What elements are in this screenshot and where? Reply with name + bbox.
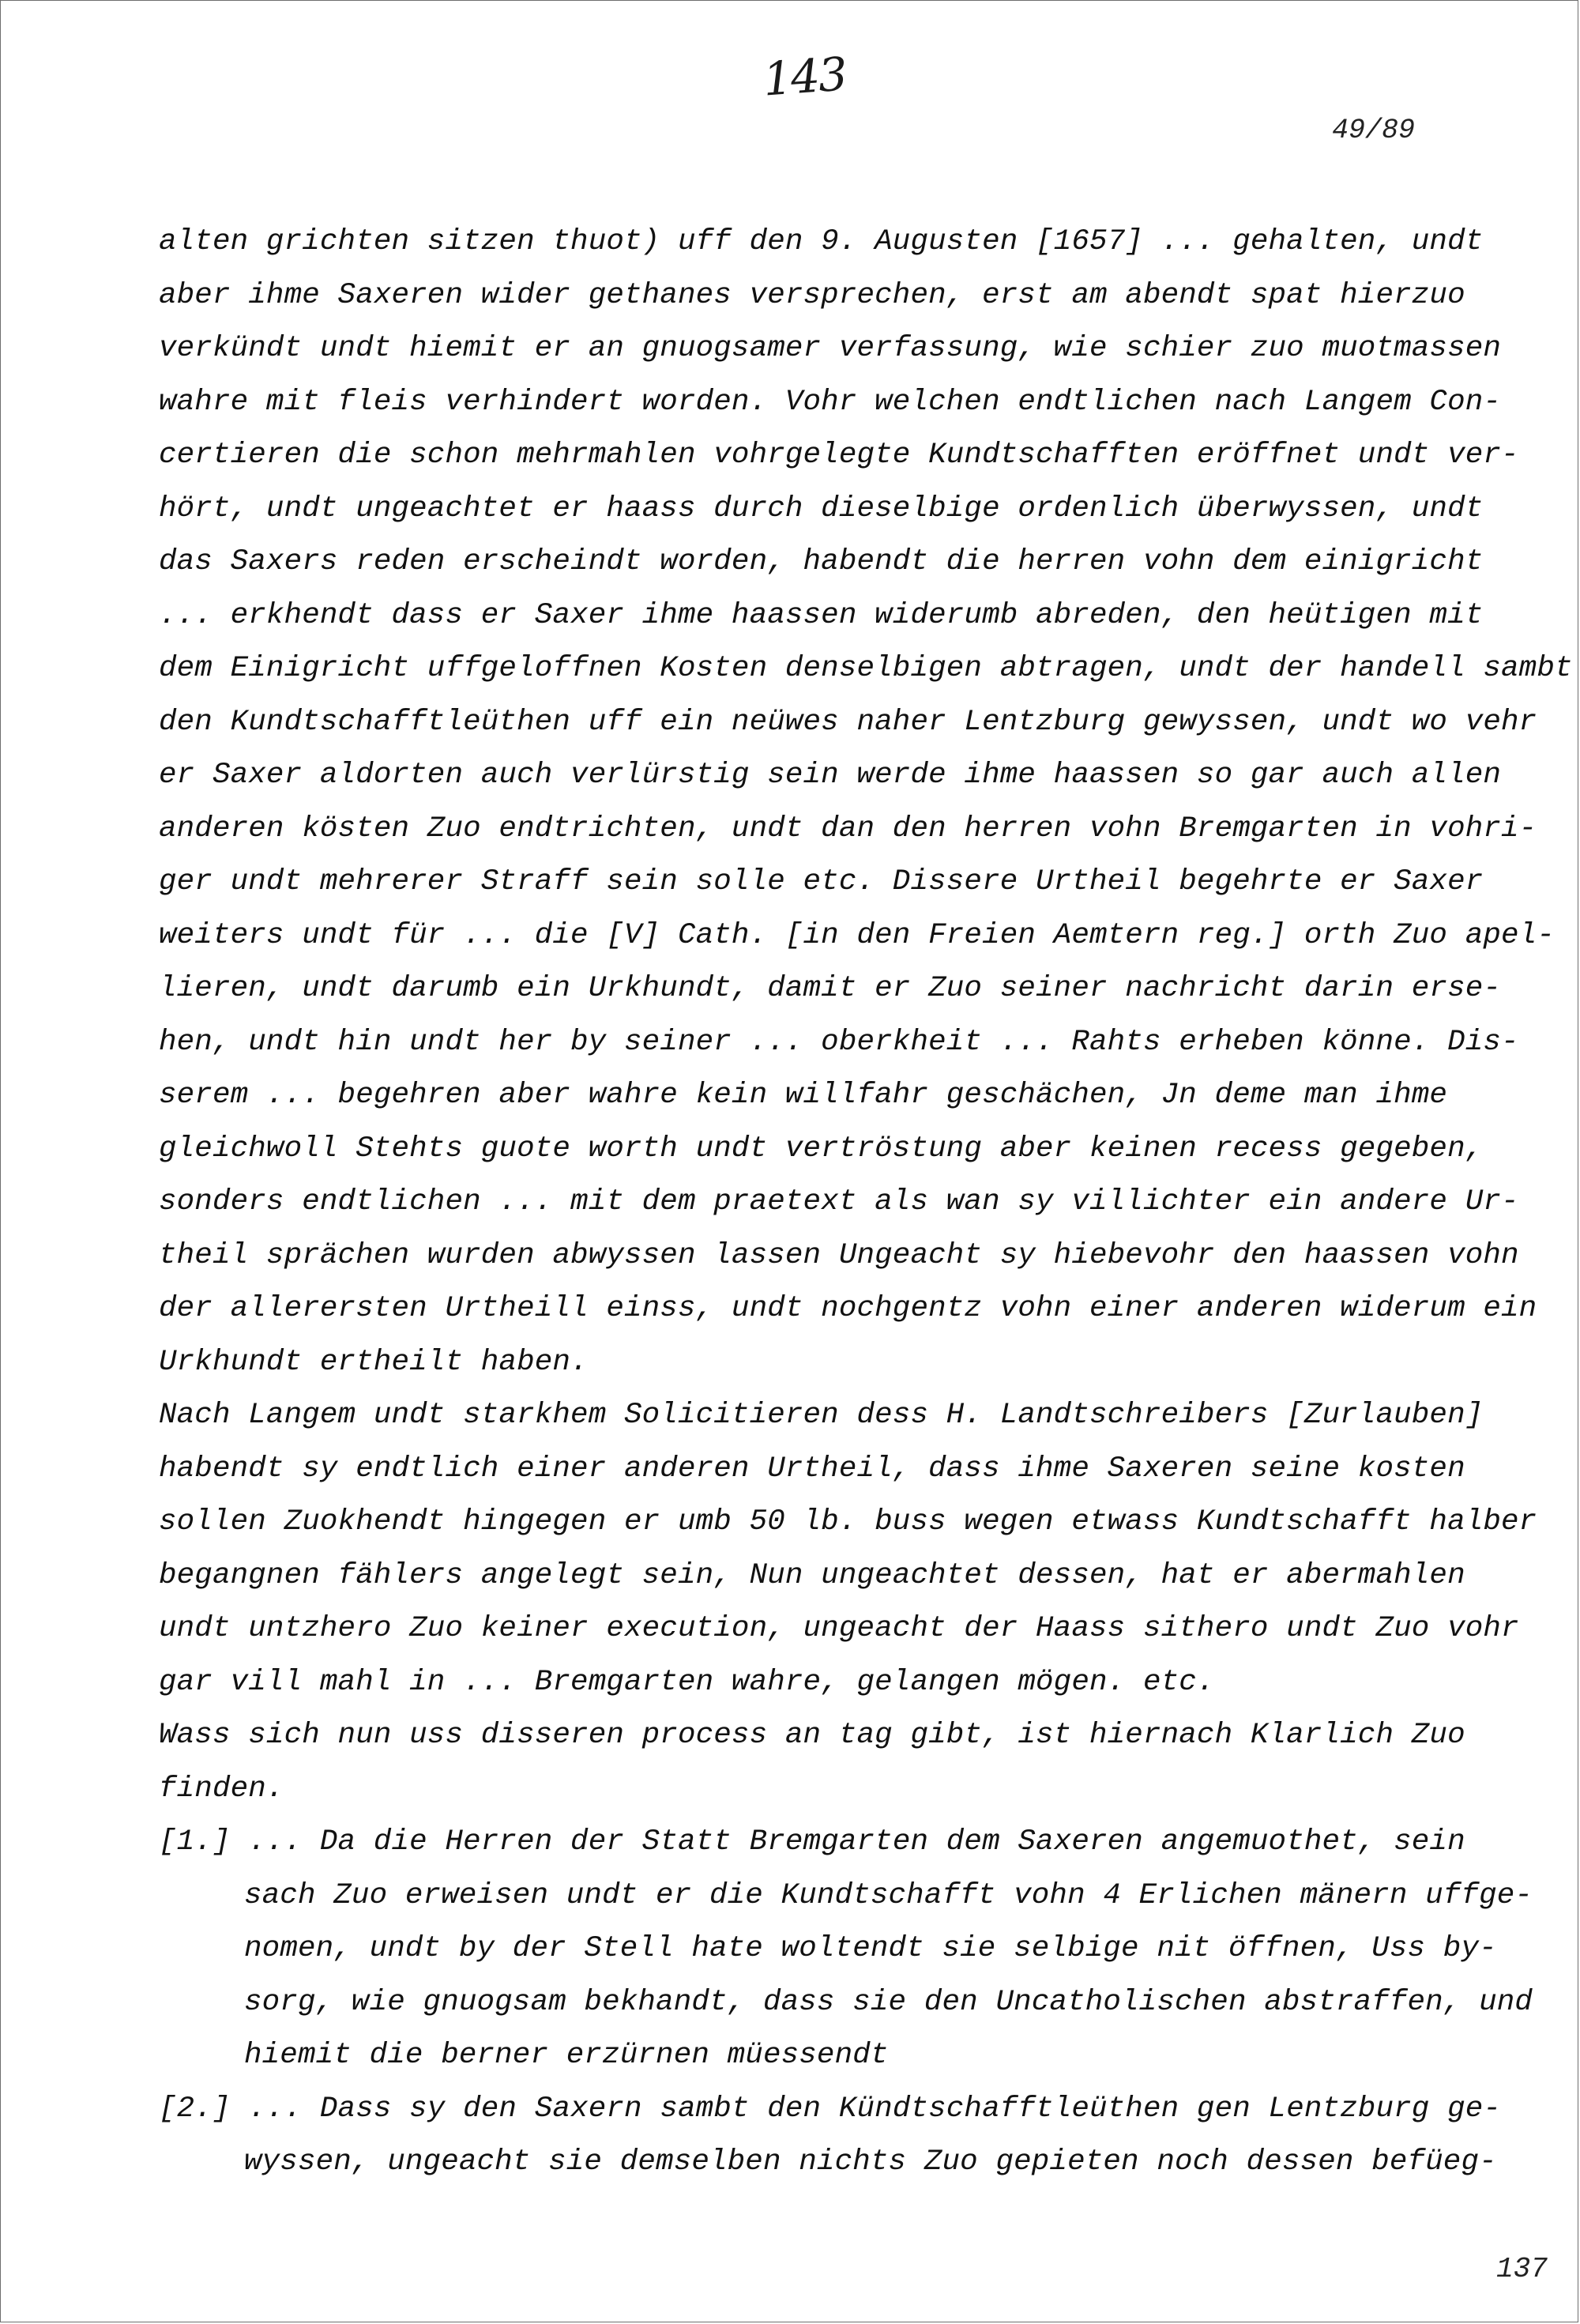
- text-line: theil sprächen wurden abwyssen lassen Ungeacht sy hiebevohr den haassen vohn: [159, 1238, 1519, 1272]
- paragraph-lines: [159, 216, 1573, 1816]
- item-continuation-line: wyssen, ungeacht sie demselben nichts Zuo gepieten noch dessen befüeg-: [244, 2145, 1497, 2179]
- text-line: aber ihme Saxeren wider gethanes versprechen, erst am abendt spat hierzuo: [159, 278, 1465, 312]
- item-text: ... Dass sy den Saxern sambt den Kündtschafftleüthen gen Lentzburg ge-: [248, 2092, 1502, 2126]
- item-first-line: [159, 1816, 1518, 1870]
- item-continuation-line: nomen, undt by der Stell hate woltendt sie selbige nit öffnen, Uss by-: [244, 1932, 1497, 1965]
- archive-stamp: 137: [1496, 2253, 1548, 2285]
- text-line: dem Einigricht uffgeloffnen Kosten denselbigen abtragen, undt der handell sambt: [159, 652, 1573, 685]
- text-line: sonders endtlichen ... mit dem praetext als wan sy villichter ein andere Ur-: [159, 1185, 1519, 1218]
- page-reference: 49/89: [1332, 115, 1416, 146]
- text-line: gar vill mahl in ... Bremgarten wahre, gelangen mögen. etc.: [159, 1665, 1215, 1699]
- text-line: ... erkhendt dass er Saxer ihme haassen widerumb abreden, den heütigen mit: [159, 598, 1484, 632]
- text-line: wahre mit fleis verhindert worden. Vohr welchen endtlichen nach Langem Con-: [159, 385, 1502, 419]
- text-line: alten grichten sitzen thuot) uff den 9. Augusten [1657] ... gehalten, undt: [159, 225, 1484, 258]
- item-label: [1.]: [159, 1825, 231, 1859]
- text-line: verkündt undt hiemit er an gnuogsamer verfassung, wie schier zuo muotmassen: [159, 332, 1502, 365]
- text-line: serem ... begehren aber wahre kein willfahr geschächen, Jn deme man ihme: [159, 1079, 1448, 1112]
- item-first-line: [159, 2083, 1518, 2137]
- text-line: der allerersten Urtheill einss, undt nochgentz vohn einer anderen widerum ein: [159, 1292, 1537, 1325]
- text-line: das Saxers reden erscheindt worden, habendt die herren vohn dem einigricht: [159, 545, 1484, 578]
- item-label: [2.]: [159, 2092, 231, 2126]
- numbered-item: [159, 1816, 1533, 2083]
- numbered-items: [159, 1816, 1533, 2190]
- text-line: sollen Zuokhendt hingegen er umb 50 lb. buss wegen etwass Kundtschafft halber: [159, 1505, 1537, 1539]
- folio-number: 143: [761, 47, 848, 107]
- numbered-item: [159, 2083, 1518, 2190]
- text-line: undt untzhero Zuo keiner execution, ungeacht der Haass sithero undt Zuo vohr: [159, 1612, 1519, 1645]
- text-line: lieren, undt darumb ein Urkhundt, damit er Zuo seiner nachricht darin erse-: [159, 972, 1502, 1005]
- text-line: finden.: [159, 1772, 284, 1806]
- text-line: begangnen fählers angelegt sein, Nun ungeachtet dessen, hat er abermahlen: [159, 1558, 1465, 1592]
- body-text: [159, 216, 1573, 2190]
- text-line: habendt sy endtlich einer anderen Urtheil, dass ihme Saxeren seine kosten: [159, 1452, 1465, 1486]
- text-line: weiters undt für ... die [V] Cath. [in den Freien Aemtern reg.] orth Zuo apel-: [159, 918, 1555, 952]
- text-line: Urkhundt ertheilt haben.: [159, 1345, 589, 1379]
- item-continuation-line: sorg, wie gnuogsam bekhandt, dass sie den Uncatholischen abstraffen, und: [244, 1985, 1533, 2019]
- text-line: ger undt mehrerer Straff sein solle etc. Dissere Urtheil begehrte er Saxer: [159, 865, 1484, 898]
- text-line: er Saxer aldorten auch verlürstig sein werde ihme haassen so gar auch allen: [159, 759, 1502, 792]
- text-line: certieren die schon mehrmahlen vohrgelegte Kundtschafften eröffnet undt ver-: [159, 439, 1519, 472]
- text-line: hört, undt ungeachtet er haass durch dieselbige ordenlich überwyssen, undt: [159, 492, 1484, 525]
- text-line: hen, undt hin undt her by seiner ... oberkheit ... Rahts erheben könne. Dis-: [159, 1025, 1519, 1059]
- text-line: anderen kösten Zuo endtrichten, undt dan den herren vohn Bremgarten in vohri-: [159, 812, 1537, 846]
- text-line: gleichwoll Stehts guote worth undt vertröstung aber keinen recess gegeben,: [159, 1132, 1484, 1166]
- text-line: Nach Langem undt starkhem Solicitieren dess H. Landtschreibers [Zurlauben]: [159, 1399, 1484, 1432]
- item-continuation-line: hiemit die berner erzürnen müessendt: [244, 2039, 889, 2072]
- item-continuation-line: sach Zuo erweisen undt er die Kundtschafft vohn 4 Erlichen mänern uffge-: [244, 1878, 1533, 1912]
- text-line: Wass sich nun uss disseren process an tag gibt, ist hiernach Klarlich Zuo: [159, 1719, 1465, 1752]
- text-line: den Kundtschafftleüthen uff ein neüwes naher Lentzburg gewyssen, undt wo vehr: [159, 705, 1537, 739]
- item-text: ... Da die Herren der Statt Bremgarten dem Saxeren angemuothet, sein: [248, 1825, 1465, 1859]
